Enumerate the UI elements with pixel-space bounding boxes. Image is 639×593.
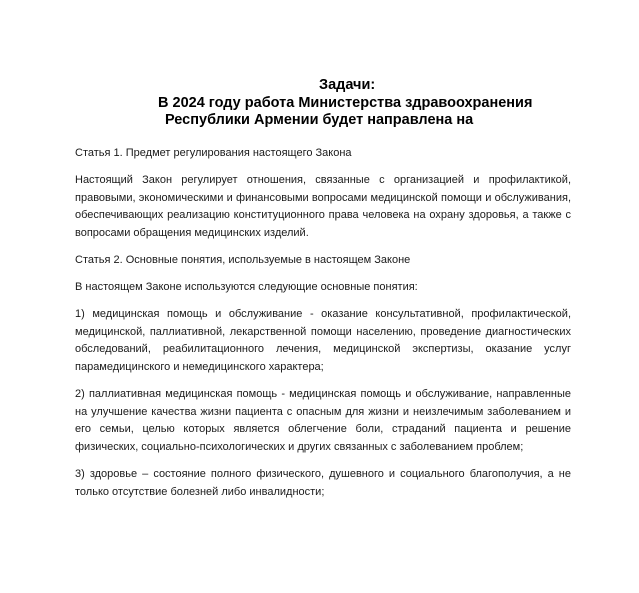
heading-line-republic: Республики Армении будет направлена на xyxy=(165,112,474,128)
document-heading xyxy=(0,77,639,130)
article-1-paragraph: Настоящий Закон регулирует отношения, связанные с организацией и профилактикой, правовыми, экономическими и финансовыми вопросами медицинской помощи и обслуживания, обеспечивающих реализацию конституционного права человека на охрану здоровья, а также с вопросами обращения медицинских изделий. xyxy=(75,174,571,239)
article-1-title: Статья 1. Предмет регулирования настоящего Закона xyxy=(75,147,352,159)
article-2-intro: В настоящем Законе используются следующие основные понятия: xyxy=(75,281,418,294)
heading-line-tasks: Задачи: xyxy=(319,77,376,93)
heading-line-ministry: В 2024 году работа Министерства здравоохранения xyxy=(158,94,533,111)
definition-item-1: 1) медицинская помощь и обслуживание - оказание консультативной, профилактической, медицинской, паллиативной, лекарственной помощи населению, проведение диагностических обследований, реабилитационного лечения, медицинской экспертизы, оказание услуг парамедицинского и немедицинского характера; xyxy=(75,308,571,373)
definition-item-2: 2) паллиативная медицинская помощь - медицинская помощь и обслуживание, направленные на улучшение качества жизни пациента с опасным для жизни и неизлечимым заболеванием и его семьи, целью которых является облегчение боли, страданий пациента и решение физических, социально-психологических и других связанных с заболеванием проблем; xyxy=(75,388,571,453)
article-2-title: Статья 2. Основные понятия, используемые в настоящем Законе xyxy=(75,253,411,266)
definition-item-3: 3) здоровье – состояние полного физического, душевного и социального благополучия, а не только отсутствие болезней либо инвалидности; xyxy=(75,467,571,498)
document-body xyxy=(75,145,571,511)
